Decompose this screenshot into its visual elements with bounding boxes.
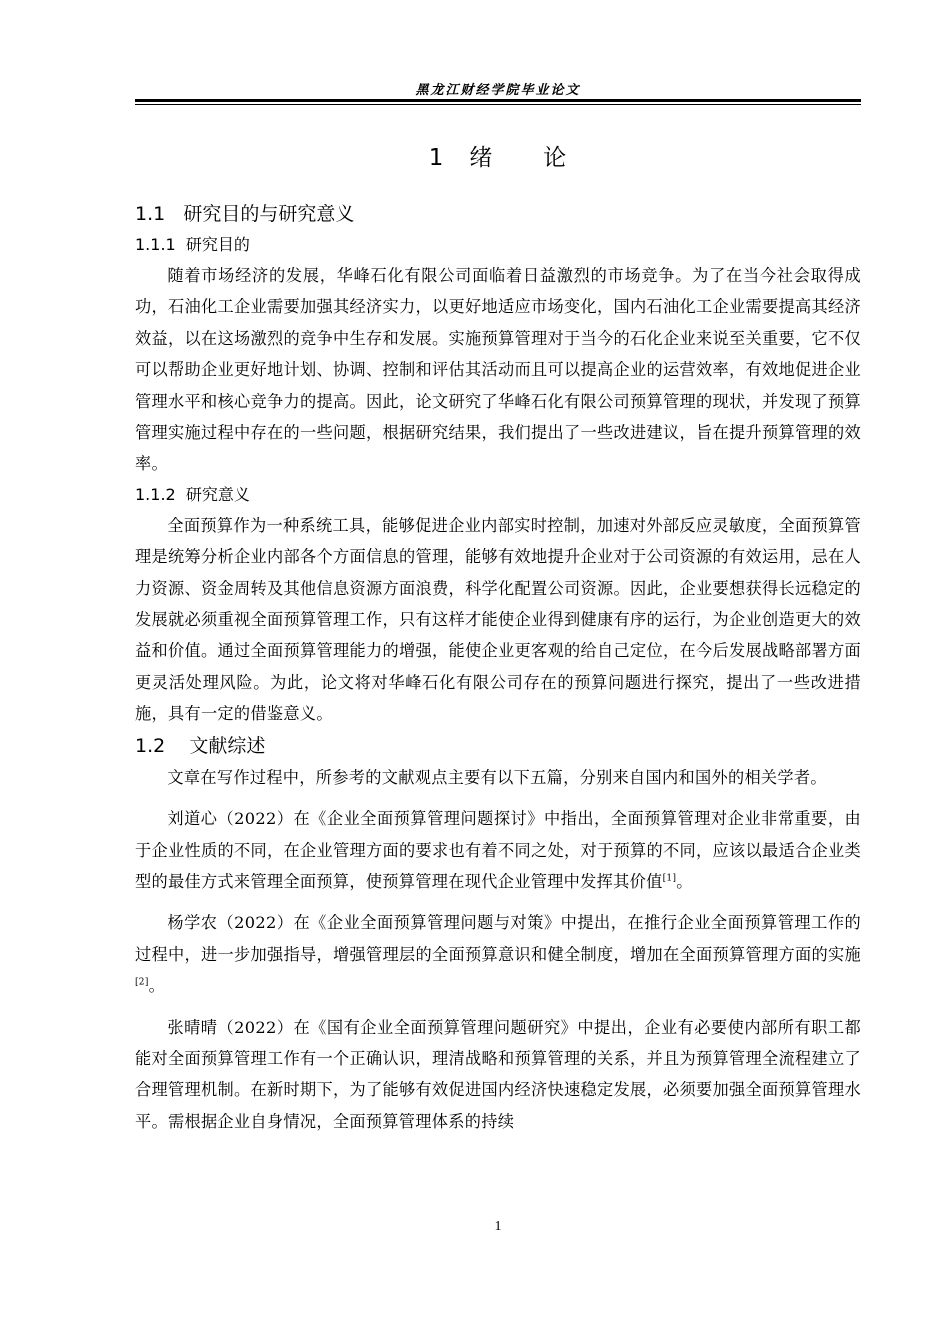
- literature-yang-end: 。: [148, 976, 166, 996]
- literature-liu-end: 。: [676, 871, 693, 891]
- citation-ref-2: [2]: [135, 977, 149, 988]
- section-heading-1-2: 1.2 文献综述: [135, 734, 266, 757]
- page-number: 1: [494, 1219, 502, 1234]
- literature-liu-text: 刘道心（2022）在《企业全面预算管理问题探讨》中指出，全面预算管理对企业非常重要，由于企业性质的不同，在企业管理方面的要求也有着不同之处，对于预算的不同，应该以最适合企业类型的最佳方式来管理全面预算，使预算管理在现代企业管理中发挥其价值: [135, 809, 861, 891]
- paragraph-literature-yang: [135, 907, 861, 1001]
- section-heading-1-1-1: 1.1.1 研究目的: [135, 235, 250, 254]
- paragraph-literature-liu: [135, 803, 861, 897]
- running-header: 黑龙江财经学院毕业论文: [415, 83, 581, 98]
- paragraph-literature-intro: 文章在写作过程中，所参考的文献观点主要有以下五篇，分别来自国内和国外的相关学者。: [167, 767, 827, 787]
- paragraph-literature-zhang: 张晴晴（2022）在《国有企业全面预算管理问题研究》中提出，企业有必要使内部所有职工都能对全面预算管理工作有一个正确认识，理清战略和预算管理的关系，并且为预算管理全流程建立了合理管理机制。在新时期下，为了能够有效促进国内经济快速稳定发展，必须要加强全面预算管理水平。需根据企业自身情况，全面预算管理体系的持续: [135, 1017, 861, 1131]
- header-rule-thin: [135, 104, 861, 105]
- paragraph-research-significance: 全面预算作为一种系统工具，能够促进企业内部实时控制，加速对外部反应灵敏度，全面预算管理是统筹分析企业内部各个方面信息的管理，能够有效地提升企业对于公司资源的有效运用，忌在人力资源、资金周转及其他信息资源方面浪费，科学化配置公司资源。因此，企业要想获得长远稳定的发展就必须重视全面预算管理工作，只有这样才能使企业得到健康有序的运行，为企业创造更大的效益和价值。通过全面预算管理能力的增强，能使企业更客观的给自己定位，在今后发展战略部署方面更灵活处理风险。为此，论文将对华峰石化有限公司存在的预算问题进行探究，提出了一些改进措施，具有一定的借鉴意义。: [135, 515, 861, 724]
- paragraph-research-purpose: 随着市场经济的发展，华峰石化有限公司面临着日益激烈的市场竞争。为了在当今社会取得成功，石油化工企业需要加强其经济实力，以更好地适应市场变化，国内石油化工企业需要提高其经济效益，以在这场激烈的竞争中生存和发展。实施预算管理对于当今的石化企业来说至关重要，它不仅可以帮助企业更好地计划、协调、控制和评估其活动而且可以提高企业的运营效率，有效地促进企业管理水平和核心竞争力的提高。因此，论文研究了华峰石化有限公司预算管理的现状，并发现了预算管理实施过程中存在的一些问题，根据研究结果，我们提出了一些改进建议，旨在提升预算管理的效率。: [135, 266, 861, 474]
- chapter-title: 1 绪 论: [428, 145, 568, 171]
- section-heading-1-1: 1.1 研究目的与研究意义: [135, 203, 355, 225]
- section-heading-1-1-2: 1.1.2 研究意义: [135, 484, 250, 504]
- citation-ref-1: [1]: [662, 873, 677, 884]
- header-rule-thick: [135, 99, 861, 102]
- body-content: [135, 198, 861, 1137]
- literature-yang-text: 杨学农（2022）在《企业全面预算管理问题与对策》中提出，在推行企业全面预算管理工作的过程中，进一步加强指导，增强管理层的全面预算意识和健全制度，增加在全面预算管理方面的实施: [135, 913, 861, 964]
